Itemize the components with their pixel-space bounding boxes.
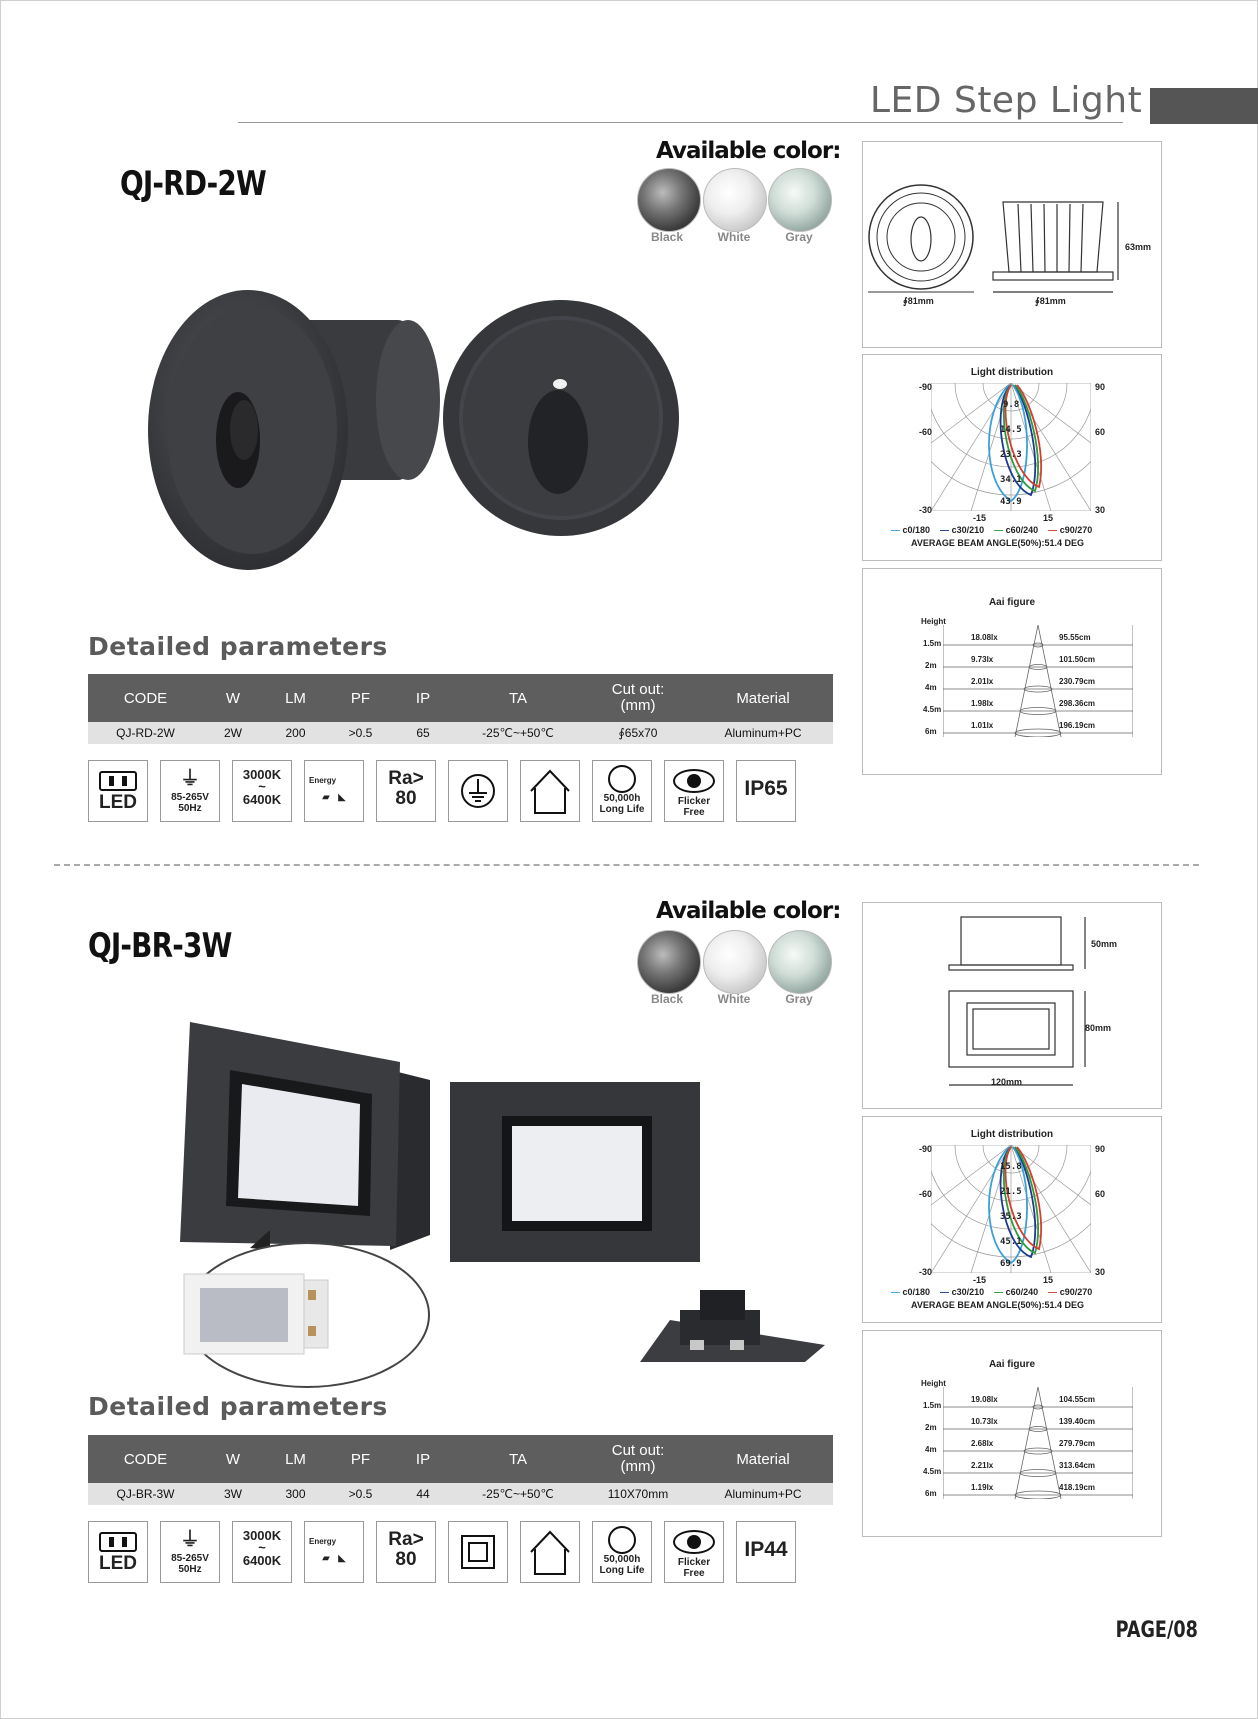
light-distribution-1 xyxy=(862,354,1162,561)
legend-label: c30/210 xyxy=(951,525,985,535)
ring-value-5: 43.9 xyxy=(1000,497,1022,507)
aai-title-2: Aai figure xyxy=(988,1359,1036,1370)
aai-h-1: 1.5m xyxy=(923,1401,942,1410)
legend-label: c60/240 xyxy=(1005,525,1039,535)
header-rule xyxy=(238,122,1123,123)
legend-item: — c90/270 xyxy=(1048,525,1093,535)
dimension-drawing-1 xyxy=(862,141,1162,348)
ring-value-3: 35.3 xyxy=(1000,1212,1022,1222)
angle-left-3: -30 xyxy=(919,1267,933,1277)
color-label-gray: Gray xyxy=(785,230,813,244)
dimension-drawing-2 xyxy=(862,902,1162,1109)
beam-angle-2: AVERAGE BEAM ANGLE(50%):51.4 DEG xyxy=(911,1300,1085,1310)
aai-h-2: 2m xyxy=(925,661,937,670)
led-icon xyxy=(88,1521,148,1583)
angle-left-1: -90 xyxy=(919,1144,933,1154)
available-color-label-2: Available color: xyxy=(656,898,841,924)
aai-height-label-1: Height xyxy=(921,617,946,626)
params-heading-1: Detailed parameters xyxy=(88,632,388,661)
col-ip: IP xyxy=(393,674,453,722)
col-w: W xyxy=(203,1435,263,1483)
params-table-1 xyxy=(88,674,833,744)
cct-high: 6400K xyxy=(242,792,282,807)
aai-d-4: 298.36cm xyxy=(1059,699,1096,708)
beam-angle-1: AVERAGE BEAM ANGLE(50%):51.4 DEG xyxy=(911,538,1085,548)
ring-value-3: 23.3 xyxy=(1000,450,1022,460)
light-distribution-title-1: Light distribution xyxy=(970,367,1054,378)
col-cutout: Cut out: (mm) xyxy=(583,674,693,722)
flicker-label-2: Free xyxy=(683,1568,705,1579)
legend-label: c90/270 xyxy=(1059,1287,1093,1297)
color-label-white: White xyxy=(717,992,751,1006)
col-code: CODE xyxy=(88,1435,203,1483)
ground-icon xyxy=(448,760,508,822)
angle-right-1: 90 xyxy=(1095,1144,1106,1154)
col-w: W xyxy=(203,674,263,722)
params-header-row xyxy=(88,674,833,722)
col-code: CODE xyxy=(88,674,203,722)
product-image-rectangular xyxy=(140,1010,840,1390)
params-header-row xyxy=(88,1435,833,1483)
table-row xyxy=(88,722,833,744)
indoor-house-icon xyxy=(520,1521,580,1583)
aai-lux-5: 1.01lx xyxy=(971,721,994,730)
aai-lux-2: 9.73lx xyxy=(971,655,994,664)
angle-left-2: -60 xyxy=(919,1189,933,1199)
col-material: Material xyxy=(693,674,833,722)
col-ip: IP xyxy=(393,1435,453,1483)
table-row xyxy=(88,1483,833,1505)
color-swatch-black[interactable] xyxy=(637,168,701,232)
dim-depth-2: 80mm xyxy=(1085,1023,1112,1033)
legend-item: — c0/180 xyxy=(891,525,931,535)
ra-value: 80 xyxy=(395,788,417,809)
dim-height-2: 50mm xyxy=(1091,939,1118,949)
section-divider xyxy=(54,864,1199,866)
ip-rating-label: IP65 xyxy=(744,777,788,800)
cell-lm: 200 xyxy=(263,722,328,744)
ra-label: Ra> xyxy=(388,768,424,789)
color-swatch-white[interactable] xyxy=(703,930,767,994)
aai-d-1: 95.55cm xyxy=(1059,633,1091,642)
cct-sep: ~ xyxy=(258,1540,266,1555)
cell-material: Aluminum+PC xyxy=(693,722,833,744)
bottom-tick-2: 15 xyxy=(1043,1275,1054,1285)
ra-icon xyxy=(376,1521,436,1583)
angle-right-3: 30 xyxy=(1095,1267,1106,1277)
cct-sep: ~ xyxy=(258,779,266,794)
col-lm: LM xyxy=(263,1435,328,1483)
color-label-white: White xyxy=(717,230,751,244)
aai-h-4: 4.5m xyxy=(923,705,942,714)
bottom-tick-1: -15 xyxy=(973,1275,987,1285)
flicker-free-icon xyxy=(664,1521,724,1583)
cell-pf: >0.5 xyxy=(328,1483,393,1505)
ra-icon xyxy=(376,760,436,822)
aai-lux-1: 19.08lx xyxy=(971,1395,998,1404)
aai-d-2: 139.40cm xyxy=(1059,1417,1096,1426)
cell-cutout: 110X70mm xyxy=(583,1483,693,1505)
color-swatch-gray[interactable] xyxy=(768,168,832,232)
cell-cutout: ∮65x70 xyxy=(583,722,693,744)
dim-width-2: 120mm xyxy=(991,1077,1023,1087)
cell-pf: >0.5 xyxy=(328,722,393,744)
aai-lux-2: 10.73lx xyxy=(971,1417,998,1426)
color-swatch-black[interactable] xyxy=(637,930,701,994)
life-hours: 50,000h xyxy=(603,1554,641,1565)
long-life-icon xyxy=(592,1521,652,1583)
flicker-label-1: Flicker xyxy=(677,1557,711,1568)
legend-item: — c30/210 xyxy=(940,1287,985,1297)
dim-height: 63mm xyxy=(1125,242,1152,252)
cell-ta: -25℃~+50℃ xyxy=(453,1483,583,1505)
energy-label-icon: Energy ▰ ◣ xyxy=(304,760,364,822)
ring-value-1: 15.8 xyxy=(1000,1162,1022,1172)
aai-h-1: 1.5m xyxy=(923,639,942,648)
aai-h-4: 4.5m xyxy=(923,1467,942,1476)
col-ta: TA xyxy=(453,1435,583,1483)
product-model-1: QJ-RD-2W xyxy=(120,164,266,204)
params-heading-2: Detailed parameters xyxy=(88,1392,388,1421)
angle-left-3: -30 xyxy=(919,505,933,515)
ring-value-1: 9.8 xyxy=(1003,400,1020,410)
available-color-label-1: Available color: xyxy=(656,138,841,164)
energy-text: Energy xyxy=(309,1537,337,1546)
legend-item: — c60/240 xyxy=(994,525,1039,535)
aai-d-5: 418.19cm xyxy=(1059,1483,1096,1492)
flicker-label-1: Flicker xyxy=(677,796,711,807)
cct-high: 6400K xyxy=(242,1553,282,1568)
legend-1 xyxy=(891,525,1092,535)
energy-text: Energy xyxy=(309,776,337,785)
color-label-black: Black xyxy=(650,992,684,1006)
angle-right-2: 60 xyxy=(1095,1189,1106,1199)
frequency-label: 50Hz xyxy=(178,1564,202,1575)
aai-h-3: 4m xyxy=(925,683,937,692)
aai-h-5: 6m xyxy=(925,1489,937,1498)
legend-2 xyxy=(891,1287,1092,1297)
aai-height-label-2: Height xyxy=(921,1379,946,1388)
col-pf: PF xyxy=(328,674,393,722)
aai-lux-4: 1.98lx xyxy=(971,699,994,708)
led-icon xyxy=(88,760,148,822)
legend-item: — c90/270 xyxy=(1048,1287,1093,1297)
bottom-tick-1: -15 xyxy=(973,513,987,523)
header-accent-bar xyxy=(1150,88,1258,124)
aai-h-3: 4m xyxy=(925,1445,937,1454)
col-cutout: Cut out: (mm) xyxy=(583,1435,693,1483)
col-lm: LM xyxy=(263,674,328,722)
aai-lux-4: 2.21lx xyxy=(971,1461,994,1470)
col-material: Material xyxy=(693,1435,833,1483)
color-label-black: Black xyxy=(650,230,684,244)
cct-icon xyxy=(232,1521,292,1583)
product-image-round xyxy=(128,280,698,580)
aai-lux-5: 1.19lx xyxy=(971,1483,994,1492)
angle-right-3: 30 xyxy=(1095,505,1106,515)
light-distribution-2 xyxy=(862,1116,1162,1323)
voltage-plug-icon: ⏚ 85-265V 50Hz xyxy=(160,1521,220,1583)
cell-lm: 300 xyxy=(263,1483,328,1505)
aai-d-5: 196.19cm xyxy=(1059,721,1096,730)
led-icon-label: LED xyxy=(99,792,137,813)
params-table-2 xyxy=(88,1435,833,1505)
long-life-icon xyxy=(592,760,652,822)
indoor-house-icon xyxy=(520,760,580,822)
ra-value: 80 xyxy=(395,1549,417,1570)
aai-d-1: 104.55cm xyxy=(1059,1395,1096,1404)
aai-figure-1 xyxy=(862,568,1162,775)
aai-title-1: Aai figure xyxy=(988,597,1036,608)
cell-code: QJ-BR-3W xyxy=(88,1483,203,1505)
aai-h-2: 2m xyxy=(925,1423,937,1432)
aai-d-3: 230.79cm xyxy=(1059,677,1096,686)
color-swatch-white[interactable] xyxy=(703,168,767,232)
led-icon-label: LED xyxy=(99,1553,137,1574)
angle-right-1: 90 xyxy=(1095,382,1106,392)
product-model-2: QJ-BR-3W xyxy=(88,926,232,966)
voltage-plug-icon: ⏚ 85-265V 50Hz xyxy=(160,760,220,822)
cct-low: 3000K xyxy=(242,767,282,782)
ip-rating-icon xyxy=(736,1521,796,1583)
flicker-label-2: Free xyxy=(683,807,705,818)
ring-value-4: 34.1 xyxy=(1000,475,1022,485)
aai-h-5: 6m xyxy=(925,727,937,736)
angle-left-2: -60 xyxy=(919,427,933,437)
page-title: LED Step Light xyxy=(870,80,1143,121)
legend-label: c0/180 xyxy=(902,1287,931,1297)
legend-label: c0/180 xyxy=(902,525,931,535)
frequency-label: 50Hz xyxy=(178,803,202,814)
cell-ta: -25℃~+50℃ xyxy=(453,722,583,744)
cell-material: Aluminum+PC xyxy=(693,1483,833,1505)
ring-value-2: 14.5 xyxy=(1000,425,1022,435)
dim-diameter-side: ∮81mm xyxy=(1035,296,1066,306)
double-insulation-icon xyxy=(448,1521,508,1583)
legend-label: c60/240 xyxy=(1005,1287,1039,1297)
legend-item: — c0/180 xyxy=(891,1287,931,1297)
ra-label: Ra> xyxy=(388,1529,424,1550)
life-hours: 50,000h xyxy=(603,793,641,804)
color-swatch-gray[interactable] xyxy=(768,930,832,994)
voltage-label: 85-265V xyxy=(171,1553,209,1564)
angle-right-2: 60 xyxy=(1095,427,1106,437)
angle-left-1: -90 xyxy=(919,382,933,392)
light-distribution-title-2: Light distribution xyxy=(970,1129,1054,1140)
legend-label: c30/210 xyxy=(951,1287,985,1297)
page-number: PAGE/08 xyxy=(1115,1618,1198,1643)
cell-w: 3W xyxy=(203,1483,263,1505)
aai-d-2: 101.50cm xyxy=(1059,655,1096,664)
life-label: Long Life xyxy=(599,804,645,815)
aai-lux-1: 18.08lx xyxy=(971,633,998,642)
ring-value-5: 69.9 xyxy=(1000,1259,1022,1269)
cell-ip: 65 xyxy=(393,722,453,744)
ip-rating-label: IP44 xyxy=(744,1538,788,1561)
ring-value-4: 45.1 xyxy=(1000,1237,1022,1247)
life-label: Long Life xyxy=(599,1565,645,1576)
aai-lux-3: 2.01lx xyxy=(971,677,994,686)
legend-item: — c60/240 xyxy=(994,1287,1039,1297)
cell-code: QJ-RD-2W xyxy=(88,722,203,744)
aai-d-3: 279.79cm xyxy=(1059,1439,1096,1448)
col-pf: PF xyxy=(328,1435,393,1483)
ip-rating-icon xyxy=(736,760,796,822)
color-label-gray: Gray xyxy=(785,992,813,1006)
dim-diameter-front: ∮81mm xyxy=(903,296,934,306)
ring-value-2: 21.5 xyxy=(1000,1187,1022,1197)
voltage-label: 85-265V xyxy=(171,792,209,803)
cell-ip: 44 xyxy=(393,1483,453,1505)
legend-label: c90/270 xyxy=(1059,525,1093,535)
energy-label-icon: Energy ▰ ◣ xyxy=(304,1521,364,1583)
cell-w: 2W xyxy=(203,722,263,744)
cct-icon xyxy=(232,760,292,822)
col-ta: TA xyxy=(453,674,583,722)
flicker-free-icon xyxy=(664,760,724,822)
legend-item: — c30/210 xyxy=(940,525,985,535)
aai-figure-2 xyxy=(862,1330,1162,1537)
aai-d-4: 313.64cm xyxy=(1059,1461,1096,1470)
aai-lux-3: 2.68lx xyxy=(971,1439,994,1448)
bottom-tick-2: 15 xyxy=(1043,513,1054,523)
cct-low: 3000K xyxy=(242,1528,282,1543)
